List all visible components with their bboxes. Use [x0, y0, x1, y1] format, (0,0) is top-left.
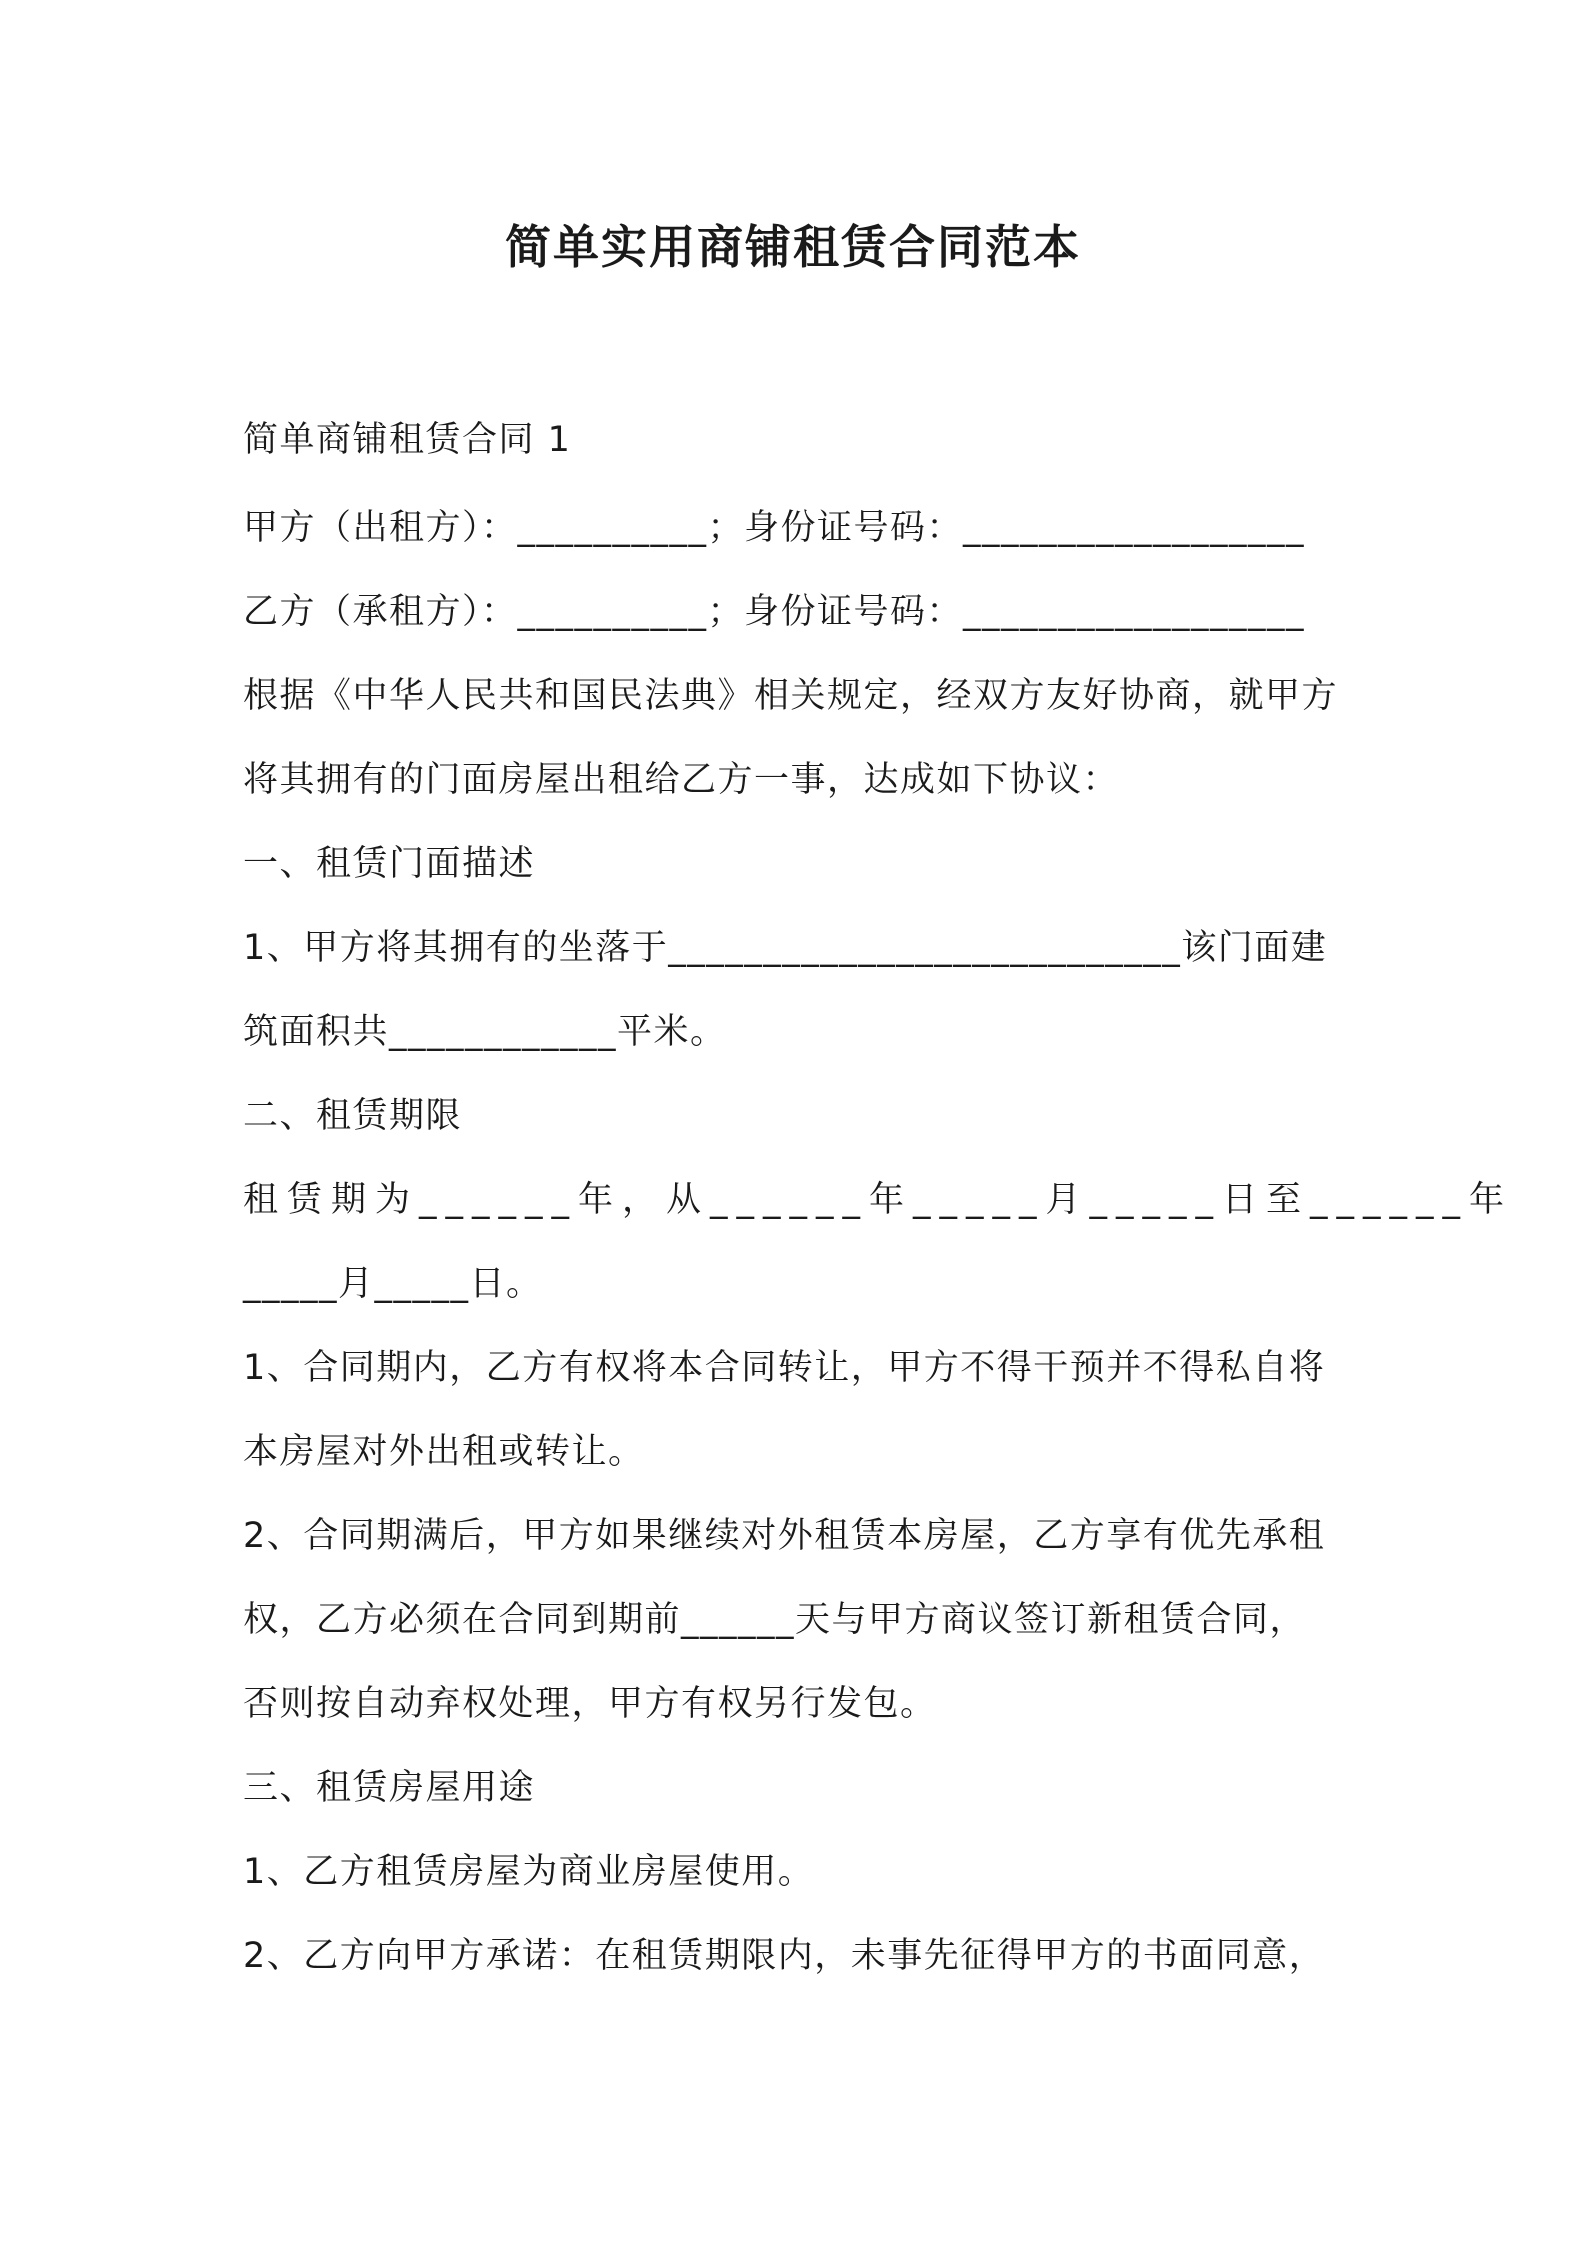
- paragraph-line: 2、乙方向甲方承诺：在租赁期限内，未事先征得甲方的书面同意，: [243, 1936, 1326, 1976]
- section-heading: 三、租赁房屋用途: [243, 1768, 536, 1808]
- party-b-line: 乙方（承租方）：__________；身份证号码：__________________: [243, 592, 1306, 632]
- paragraph-line: 筑面积共____________平米。: [243, 1012, 727, 1052]
- paragraph-line: _____月_____日。: [243, 1264, 543, 1304]
- paragraph-line: 1、甲方将其拥有的坐落于___________________________该门面建: [243, 928, 1328, 968]
- paragraph-line: 否则按自动弃权处理，甲方有权另行发包。: [243, 1684, 937, 1724]
- party-a-line: 甲方（出租方）：__________；身份证号码：__________________: [243, 508, 1306, 548]
- paragraph-line: 权，乙方必须在合同到期前______天与甲方商议签订新租赁合同，: [243, 1600, 1307, 1640]
- paragraph-line: 1、合同期内，乙方有权将本合同转让，甲方不得干预并不得私自将: [243, 1348, 1326, 1388]
- document-title: 简单实用商铺租赁合同范本: [505, 220, 1081, 274]
- contract-subtitle: 简单商铺租赁合同 1: [243, 420, 572, 460]
- paragraph-line: 2、合同期满后，甲方如果继续对外租赁本房屋，乙方享有优先承租: [243, 1516, 1326, 1556]
- section-heading: 二、租赁期限: [243, 1096, 463, 1136]
- paragraph-line: 本房屋对外出租或转让。: [243, 1432, 645, 1472]
- paragraph-line: 租赁期为______年，从______年_____月_____日至______年: [243, 1180, 1514, 1220]
- paragraph-line: 1、乙方租赁房屋为商业房屋使用。: [243, 1852, 815, 1892]
- paragraph-line: 根据《中华人民共和国民法典》相关规定，经双方友好协商，就甲方: [243, 676, 1339, 716]
- section-heading: 一、租赁门面描述: [243, 844, 536, 884]
- paragraph-line: 将其拥有的门面房屋出租给乙方一事，达成如下协议：: [243, 760, 1120, 800]
